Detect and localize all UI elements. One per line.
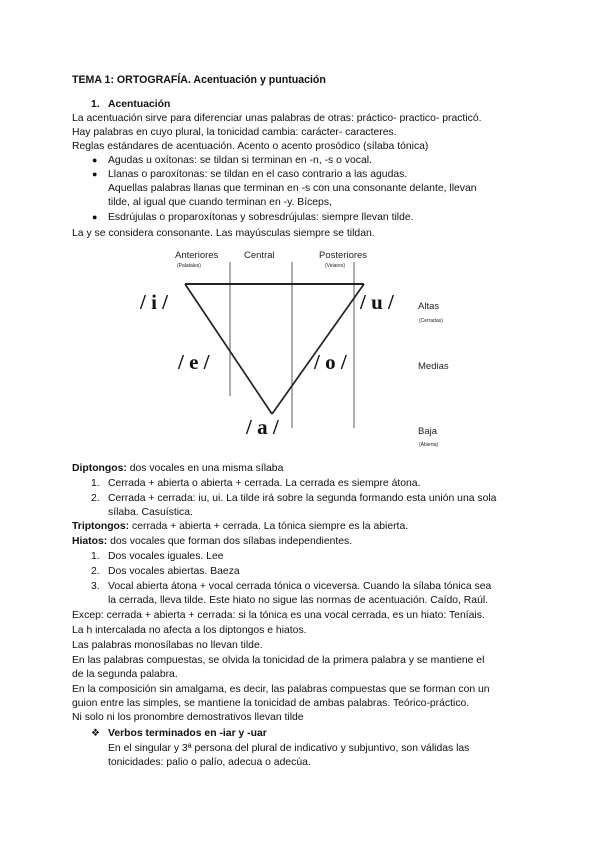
hiatos-item: Dos vocales abiertas. Baeza (108, 566, 240, 577)
list-number: 2. (91, 493, 100, 504)
diptongos-label: Diptongos: (72, 463, 127, 474)
triptongos-label: Triptongos: (72, 521, 130, 532)
bullet-marker: ● (92, 155, 98, 165)
paragraph-line: Las palabras monosílabas no llevan tilde. (72, 640, 263, 651)
document-title: TEMA 1: ORTOGRAFÍA. Acentuación y puntuación (72, 74, 326, 86)
verbos-heading: Verbos terminados en -iar y -uar (108, 728, 267, 739)
bullet-marker: ● (92, 212, 98, 222)
rule-item: Llanas o paroxítonas: se tildan en el caso contrario a las agudas. (108, 169, 408, 180)
rule-item-continuation: tilde, al igual que cuando terminan en -y. Bíceps, (108, 197, 332, 208)
triangle-right-edge (272, 284, 364, 414)
list-number: 1. (91, 551, 100, 562)
label-velares: (Velares) (325, 263, 346, 269)
label-anteriores: Anteriores (175, 250, 219, 261)
paragraph-line: Excep: cerrada + abierta + cerrada: si la tónica es una vocal cerrada, es un hiato: Teníais. (72, 610, 485, 621)
paragraph-line: guion entre las simples, se mantiene la tonicidad de ambas palabras. Teórico-práctico. (72, 698, 470, 709)
label-posteriores: Posteriores (319, 250, 368, 261)
diptongos-item-continuation: sílaba. Casuística. (108, 507, 193, 518)
hiatos-text: dos vocales que forman dos sílabas independientes. (107, 536, 353, 547)
vowel-o: / o / (314, 350, 347, 374)
paragraph-line: Ni solo ni los pronombre demostrativos llevan tilde (72, 712, 304, 723)
diptongos-item: Cerrada + cerrada: iu, ui. La tilde irá sobre la segunda formando esta unión una sola (108, 493, 497, 504)
verbos-line: tonicidades: palio o palío, adecua o adecúa. (108, 757, 311, 768)
diptongos-text: dos vocales en una misma sílaba (126, 463, 284, 474)
rule-item-continuation: Aquellas palabras llanas que terminan en -s con una consonante delante, llevan (108, 183, 477, 194)
rule-item: Esdrújulas o proparoxítonas y sobresdrújulas: siempre llevan tilde. (108, 212, 414, 223)
label-cerradas: (Cerradas) (419, 318, 443, 324)
paragraph-line: de la segunda palabra. (72, 669, 178, 680)
paragraph-line: La h intercalada no afecta a los diptongos e hiatos. (72, 625, 307, 636)
label-palatales: (Palatales) (177, 263, 201, 269)
vowel-e: / e / (178, 350, 210, 374)
list-number: 2. (91, 566, 100, 577)
label-altas: Altas (418, 301, 440, 312)
triptongos-line (72, 520, 408, 533)
label-baja: Baja (418, 426, 438, 437)
label-abierta: (Abierta) (419, 442, 439, 448)
section-number: 1. (91, 99, 100, 110)
list-number: 3. (91, 581, 100, 592)
label-medias: Medias (418, 361, 449, 372)
diptongos-item: Cerrada + abierta o abierta + cerrada. La cerrada es siempre átona. (108, 478, 421, 489)
paragraph-line: La acentuación sirve para diferenciar unas palabras de otras: práctico- practico- practicó. (72, 113, 482, 124)
paragraph-line: En la composición sin amalgama, es decir, las palabras compuestas que se forman con un (72, 684, 490, 695)
vowel-i: / i / (140, 290, 169, 314)
section-heading: Acentuación (108, 99, 171, 110)
paragraph-line: Hay palabras en cuyo plural, la tonicidad cambia: carácter- caracteres. (72, 127, 397, 138)
triangle-left-edge (185, 284, 272, 414)
triptongos-text: cerrada + abierta + cerrada. La tónica siempre es la abierta. (129, 521, 409, 532)
vowel-a: / a / (246, 415, 279, 439)
hiatos-item: Vocal abierta átona + vocal cerrada tónica o viceversa. Cuando la sílaba tónica sea (108, 581, 492, 592)
hiatos-item-continuation: la cerrada, lleva tilde. Este hiato no sigue las normas de acentuación. Caído, Raúl. (108, 595, 489, 606)
diamond-bullet-icon: ❖ (91, 728, 100, 739)
hiatos-label: Hiatos: (72, 536, 108, 547)
vowel-u: / u / (360, 290, 394, 314)
paragraph-line: La y se considera consonante. Las mayúsculas siempre se tildan. (72, 228, 375, 239)
rule-item: Agudas u oxítonas: se tildan si terminan en -n, -s o vocal. (108, 155, 372, 166)
label-central: Central (244, 250, 275, 261)
bullet-marker: ● (92, 169, 98, 179)
hiatos-line (72, 535, 352, 548)
paragraph-line: Reglas estándares de acentuación. Acento o acento prosódico (sílaba tónica) (72, 141, 429, 152)
verbos-line: En el singular y 3ª persona del plural de indicativo y subjuntivo, son válidas las (108, 743, 470, 754)
paragraph-line: En las palabras compuestas, se olvida la tonicidad de la primera palabra y se mantiene el (72, 655, 485, 666)
hiatos-item: Dos vocales iguales. Lee (108, 551, 224, 562)
diptongos-line (72, 462, 283, 475)
list-number: 1. (91, 478, 100, 489)
